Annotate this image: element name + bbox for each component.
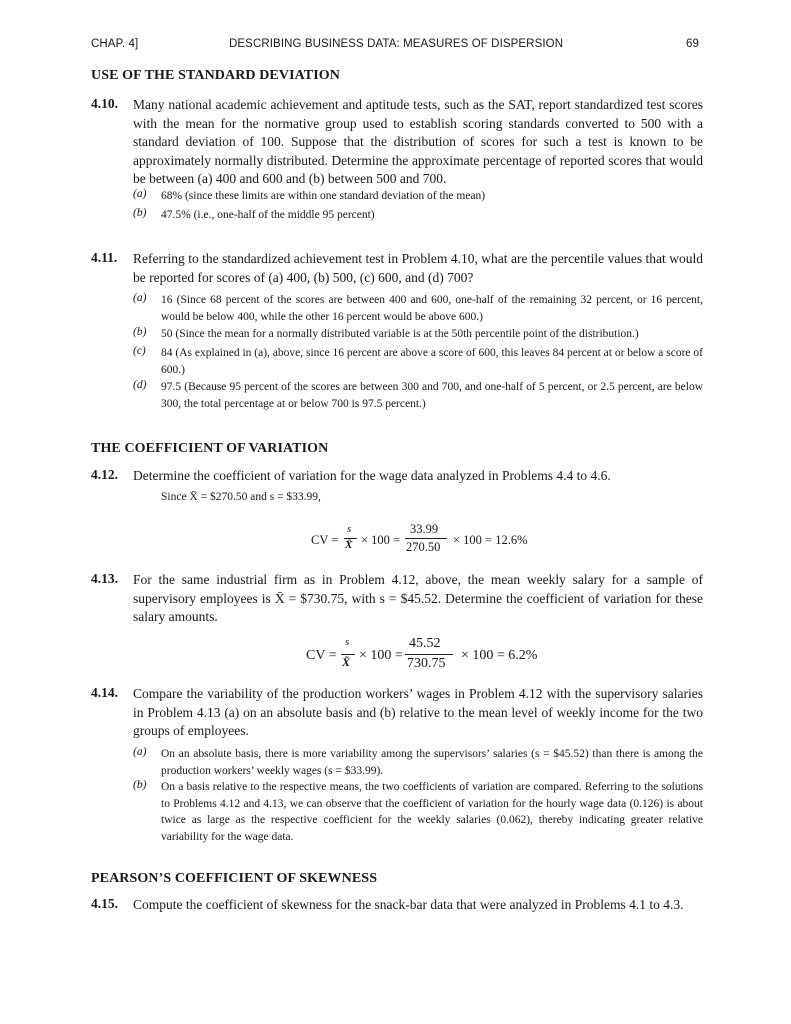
solution-label: (d) bbox=[133, 379, 147, 391]
chapter-label: CHAP. 4] bbox=[91, 38, 139, 50]
fraction-numerator-value: 33.99 bbox=[410, 522, 439, 536]
problem-number: 4.12. bbox=[91, 467, 118, 482]
problem-text: Referring to the standardized achievement test in Problem 4.10, what are the percentile values that would be reported for scores of (a) 400, (b) 500, (c) 600, and (d) 700? bbox=[133, 251, 703, 285]
solution-label: (a) bbox=[133, 746, 147, 758]
fraction-denominator-value: 730.75 bbox=[407, 656, 446, 671]
solution-label: (b) bbox=[133, 779, 147, 791]
fraction-bar bbox=[405, 654, 453, 655]
solution-label: (a) bbox=[133, 188, 147, 200]
problem-number: 4.15. bbox=[91, 896, 118, 911]
equation-result: × 100 = 6.2% bbox=[461, 648, 538, 663]
solution-text: 68% (since these limits are within one standard deviation of the mean) bbox=[161, 190, 486, 202]
section-heading-pearson-skewness: PEARSON’S COEFFICIENT OF SKEWNESS bbox=[91, 871, 378, 886]
given-values: Since X̄ = $270.50 and s = $33.99, bbox=[161, 491, 321, 503]
fraction-numerator-symbol: s bbox=[347, 523, 352, 535]
problem-number: 4.11. bbox=[91, 250, 118, 265]
fraction-numerator-symbol: s bbox=[345, 636, 350, 648]
solution-text: 97.5 (Because 95 percent of the scores are between 300 and 700, and one-half of 5 percent, or 2.5 percent, are below 300, the total percentage at or below 700 is 97.5 percent.) bbox=[161, 381, 703, 410]
problem-text: Determine the coefficient of variation for the wage data analyzed in Problems 4.4 to 4.6. bbox=[133, 468, 611, 483]
solution-label: (c) bbox=[133, 345, 146, 357]
solution-label: (a) bbox=[133, 292, 147, 304]
fraction-bar bbox=[405, 538, 447, 539]
problem-text: Compute the coefficient of skewness for the snack-bar data that were analyzed in Problems 4.1 to 4.3. bbox=[133, 897, 684, 912]
solution-text: On an absolute basis, there is more variability among the supervisors’ salaries (s = $45.52) than there is among the production workers’ weekly wages (s = $33.99). bbox=[161, 748, 703, 777]
solution-text: 50 (Since the mean for a normally distributed variable is at the 50th percentile point of the distribution.) bbox=[161, 328, 639, 340]
problem-text: Compare the variability of the production workers’ wages in Problem 4.12 with the supervisory salaries in Problem 4.13 (a) on an absolute basis and (b) relative to the mean level of weekly income for the two groups of employees. bbox=[133, 686, 703, 739]
solution-label: (b) bbox=[133, 326, 147, 338]
solution-text: 84 (As explained in (a), above, since 16 percent are above a score of 600, this leaves 84 percent at or below a score of 600.) bbox=[161, 347, 703, 376]
fraction-denominator-symbol: X̄ bbox=[345, 539, 353, 551]
section-heading-coefficient-of-variation: THE COEFFICIENT OF VARIATION bbox=[91, 441, 329, 456]
solution-text: 16 (Since 68 percent of the scores are between 400 and 600, one-half of the remaining 32 percent, or 16 percent, would be below 400, while the other 16 percent would be above 600.) bbox=[161, 294, 703, 323]
solution-label: (b) bbox=[133, 207, 147, 219]
problem-number: 4.14. bbox=[91, 685, 118, 700]
fraction-denominator-value: 270.50 bbox=[406, 540, 441, 554]
problem-text: Many national academic achievement and aptitude tests, such as the SAT, report standardized test scores with the mean for the normative group used to establish scoring standards converted to 500 with a standard deviation of 100. Suppose that the distribution of scores for such a test is known to be approximately normally distributed. Determine the approximate percentage of reported scores that would be between (a) 400 and 600 and (b) between 500 and 700. bbox=[133, 97, 703, 187]
equation-lhs: CV = bbox=[311, 533, 339, 547]
problem-number: 4.10. bbox=[91, 96, 118, 111]
section-heading-standard-deviation: USE OF THE STANDARD DEVIATION bbox=[91, 68, 340, 83]
equation-multiplier: × 100 = bbox=[361, 533, 401, 547]
equation-multiplier: × 100 = bbox=[359, 648, 403, 663]
equation-lhs: CV = bbox=[306, 648, 337, 663]
fraction-denominator-symbol: X̄ bbox=[342, 655, 351, 669]
solution-text: 47.5% (i.e., one-half of the middle 95 percent) bbox=[161, 209, 375, 221]
fraction-numerator-value: 45.52 bbox=[409, 636, 441, 651]
page-number: 69 bbox=[686, 38, 699, 50]
problem-number: 4.13. bbox=[91, 571, 118, 586]
running-title: DESCRIBING BUSINESS DATA: MEASURES OF DISPERSION bbox=[229, 38, 564, 50]
problem-text: For the same industrial firm as in Problem 4.12, above, the mean weekly salary for a sample of supervisory employees is X̄ = $730.75, with s = $45.52. Determine the coefficient of variation for these salary amounts. bbox=[133, 572, 703, 625]
equation-result: × 100 = 12.6% bbox=[453, 533, 528, 547]
solution-text: On a basis relative to the respective means, the two coefficients of variation are compared. Referring to the solutions to Problems 4.12 and 4.13, we can observe that the coefficient of variation for the hourly wage data (0.126) is about twice as large as the respective coefficient for the weekly salaries (0.062), thereby indicating greater relative variability for the wage data. bbox=[161, 781, 703, 843]
